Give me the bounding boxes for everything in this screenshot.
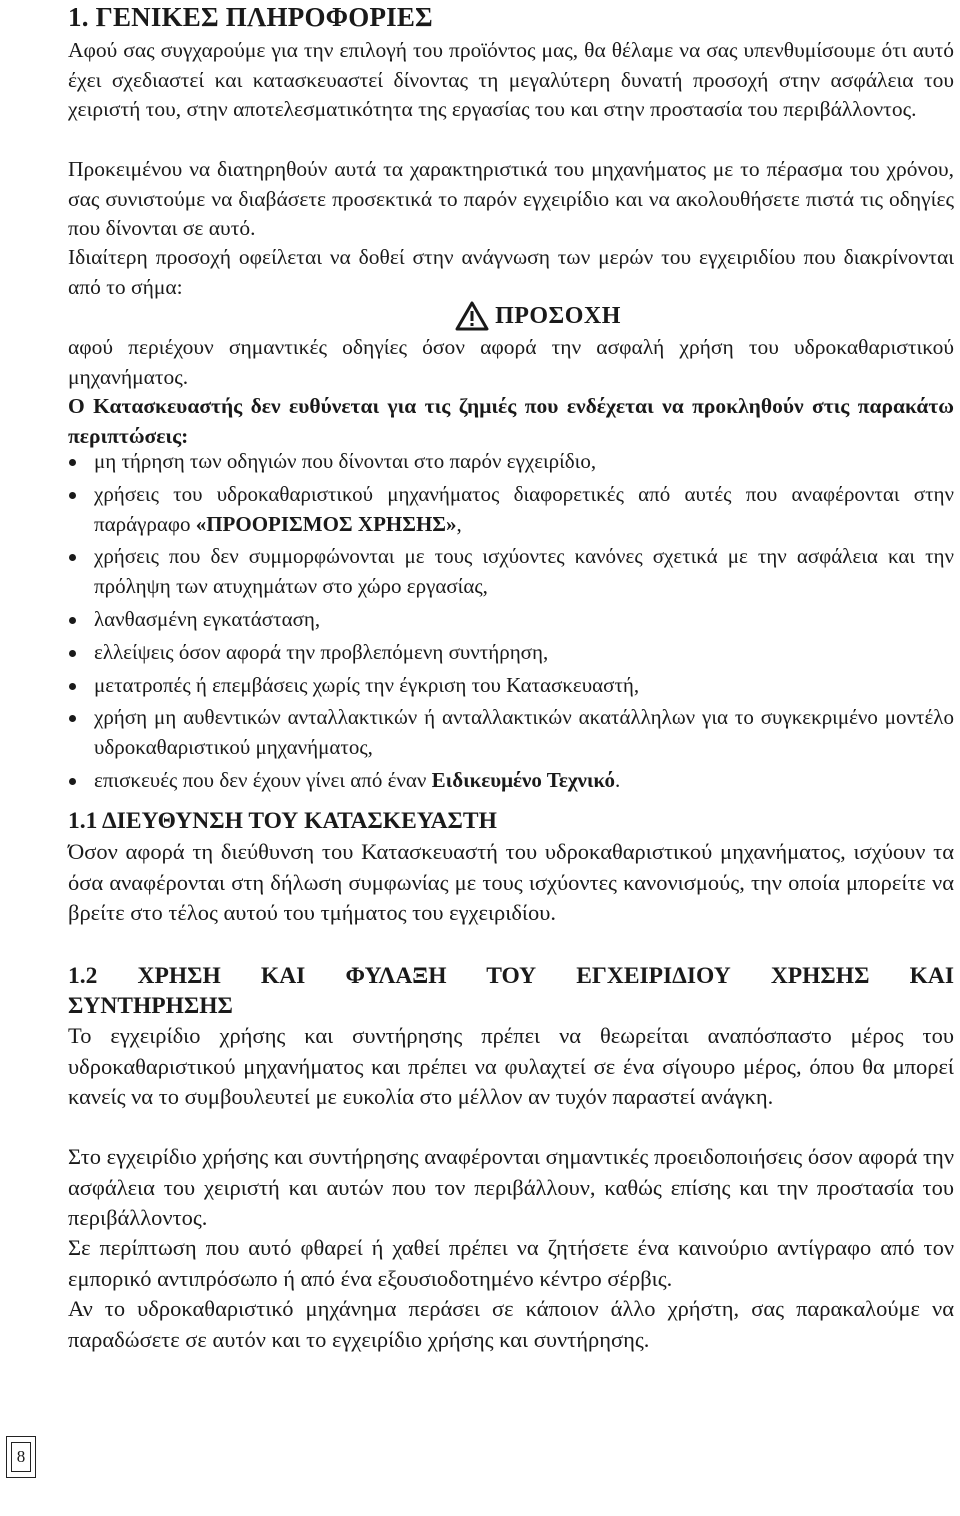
section-1-heading: 1. ΓΕΝΙΚΕΣ ΠΛΗΡΟΦΟΡΙΕΣ	[68, 2, 433, 32]
page-number: 8	[11, 1442, 31, 1472]
bullet-icon	[69, 492, 76, 499]
section-1-2-heading-line2: ΣΥΝΤΗΡΗΣΗΣ	[68, 993, 233, 1019]
warning-label: ΠΡΟΣΟΧΗ	[495, 302, 621, 329]
preservation-paragraph: Προκειμένου να διατηρηθούν αυτά τα χαρακτηριστικά του μηχανήματος με το πέρασμα του χρόνου, σας συνιστούμε να διαβάσετε προσεκτικά το παρόν εγχειρίδιο και να ακολουθήσετε πιστά τις οδηγίες που δίνονται σε αυτό.	[68, 157, 954, 241]
bullet-icon	[69, 683, 76, 690]
bullet-icon	[69, 650, 76, 657]
bullet-icon	[69, 554, 76, 561]
bullet-icon	[69, 459, 76, 466]
liability-statement: Ο Κατασκευαστής δεν ευθύνεται για τις ζημιές που ενδέχεται να προκληθούν στις παρακάτω περιπτώσεις:	[68, 394, 954, 448]
list-item: μετατροπές ή επεμβάσεις χωρίς την έγκριση του Κατασκευαστή,	[68, 671, 954, 701]
list-item: ελλείψεις όσον αφορά την προβλεπόμενη συντήρηση,	[68, 638, 954, 668]
list-item: χρήσεις του υδροκαθαριστικού μηχανήματος διαφορετικές από αυτές που αναφέρονται στην παράγραφο «ΠΡΟΟΡΙΣΜΟΣ ΧΡΗΣΗΣ»,	[68, 480, 954, 540]
list-item: επισκευές που δεν έχουν γίνει από έναν Ειδικευμένο Τεχνικό.	[68, 766, 954, 796]
section-1-2-heading-line1: 1.2 ΧΡΗΣΗ ΚΑΙ ΦΥΛΑΞΗ ΤΟΥ ΕΓΧΕΙΡΙΔΙΟΥ ΧΡΗΣΗΣ ΚΑΙ	[68, 963, 954, 989]
list-item: χρήσεις που δεν συμμορφώνονται με τους ισχύοντες κανόνες σχετικά με την ασφάλεια και την πρόληψη των ατυχημάτων στο χώρο εργασίας,	[68, 542, 954, 602]
warning-triangle-icon	[455, 301, 489, 331]
liability-cases-list	[68, 447, 954, 799]
important-instructions-paragraph: αφού περιέχουν σημαντικές οδηγίες όσον αφορά την ασφαλή χρήση του υδροκαθαριστικού μηχανήματος.	[68, 335, 954, 389]
bullet-icon	[69, 778, 76, 785]
section-1-1-heading: 1.1 ΔΙΕΥΘΥΝΣΗ ΤΟΥ ΚΑΤΑΣΚΕΥΑΣΤΗ	[68, 808, 497, 834]
page-number-box	[6, 1436, 36, 1478]
list-item: μη τήρηση των οδηγιών που δίνονται στο παρόν εγχειρίδιο,	[68, 447, 954, 477]
warning-sign	[68, 301, 954, 335]
manufacturer-address-paragraph: Όσον αφορά τη διεύθυνση του Κατασκευαστή του υδροκαθαριστικού μηχανήματος, ισχύουν τα όσα αναφέρονται στη δήλωση συμφωνίας με τους ισχύοντες κανονισμούς, την οποία μπορείτε να βρείτε στο τέλος αυτού του τμήματος του εγχειριδίου.	[68, 839, 954, 925]
manual-care-paragraph: Το εγχειρίδιο χρήσης και συντήρησης πρέπει να θεωρείται αναπόσπαστο μέρος του υδροκαθαριστικού μηχανήματος και πρέπει να φυλαχτεί σε ένα σίγουρο μέρος, όπου θα μπορεί κανείς να το συμβουλευτεί με ευκολία στο μέλλον αν τυχόν παραστεί ανάγκη.	[68, 1023, 954, 1109]
handover-paragraph: Αν το υδροκαθαριστικό μηχάνημα περάσει σε κάποιον άλλο χρήστη, σας παρακαλούμε να παραδώσετε σε αυτόν και το εγχειρίδιο χρήσης και συντήρησης.	[68, 1296, 954, 1352]
intro-paragraph: Αφού σας συγχαρούμε για την επιλογή του προϊόντος μας, θα θέλαμε να σας υπενθυμίσουμε ότι αυτό έχει σχεδιαστεί και κατασκευαστεί δίνοντας τη μεγαλύτερη δυνατή προσοχή στην ασφάλεια του χειριστή του, στην αποτελεσματικότητα της εργασίας του και στην προστασία του περιβάλλοντος.	[68, 38, 954, 122]
safety-warnings-paragraph: Στο εγχειρίδιο χρήσης και συντήρησης αναφέρονται σημαντικές προειδοποιήσεις όσον αφορά την ασφάλεια του χειριστή και αυτών που τον περιβάλλουν, καθώς επίσης και την προστασία του περιβάλλοντος.	[68, 1144, 954, 1230]
bullet-icon	[69, 617, 76, 624]
bullet-icon	[69, 715, 76, 722]
list-item: λανθασμένη εγκατάσταση,	[68, 605, 954, 635]
replacement-copy-paragraph: Σε περίπτωση που αυτό φθαρεί ή χαθεί πρέπει να ζητήσετε ένα καινούριο αντίγραφο από τον εμπορικό αντιπρόσωπο ή από ένα εξουσιοδοτημένο κέντρο σέρβις.	[68, 1235, 954, 1291]
attention-paragraph: Ιδιαίτερη προσοχή οφείλεται να δοθεί στην ανάγνωση των μερών του εγχειριδίου που διακρίνονται από το σήμα:	[68, 245, 954, 299]
list-item: χρήση μη αυθεντικών ανταλλακτικών ή ανταλλακτικών ακατάλληλων για το συγκεκριμένο μοντέλο υδροκαθαριστικού μηχανήματος,	[68, 703, 954, 763]
